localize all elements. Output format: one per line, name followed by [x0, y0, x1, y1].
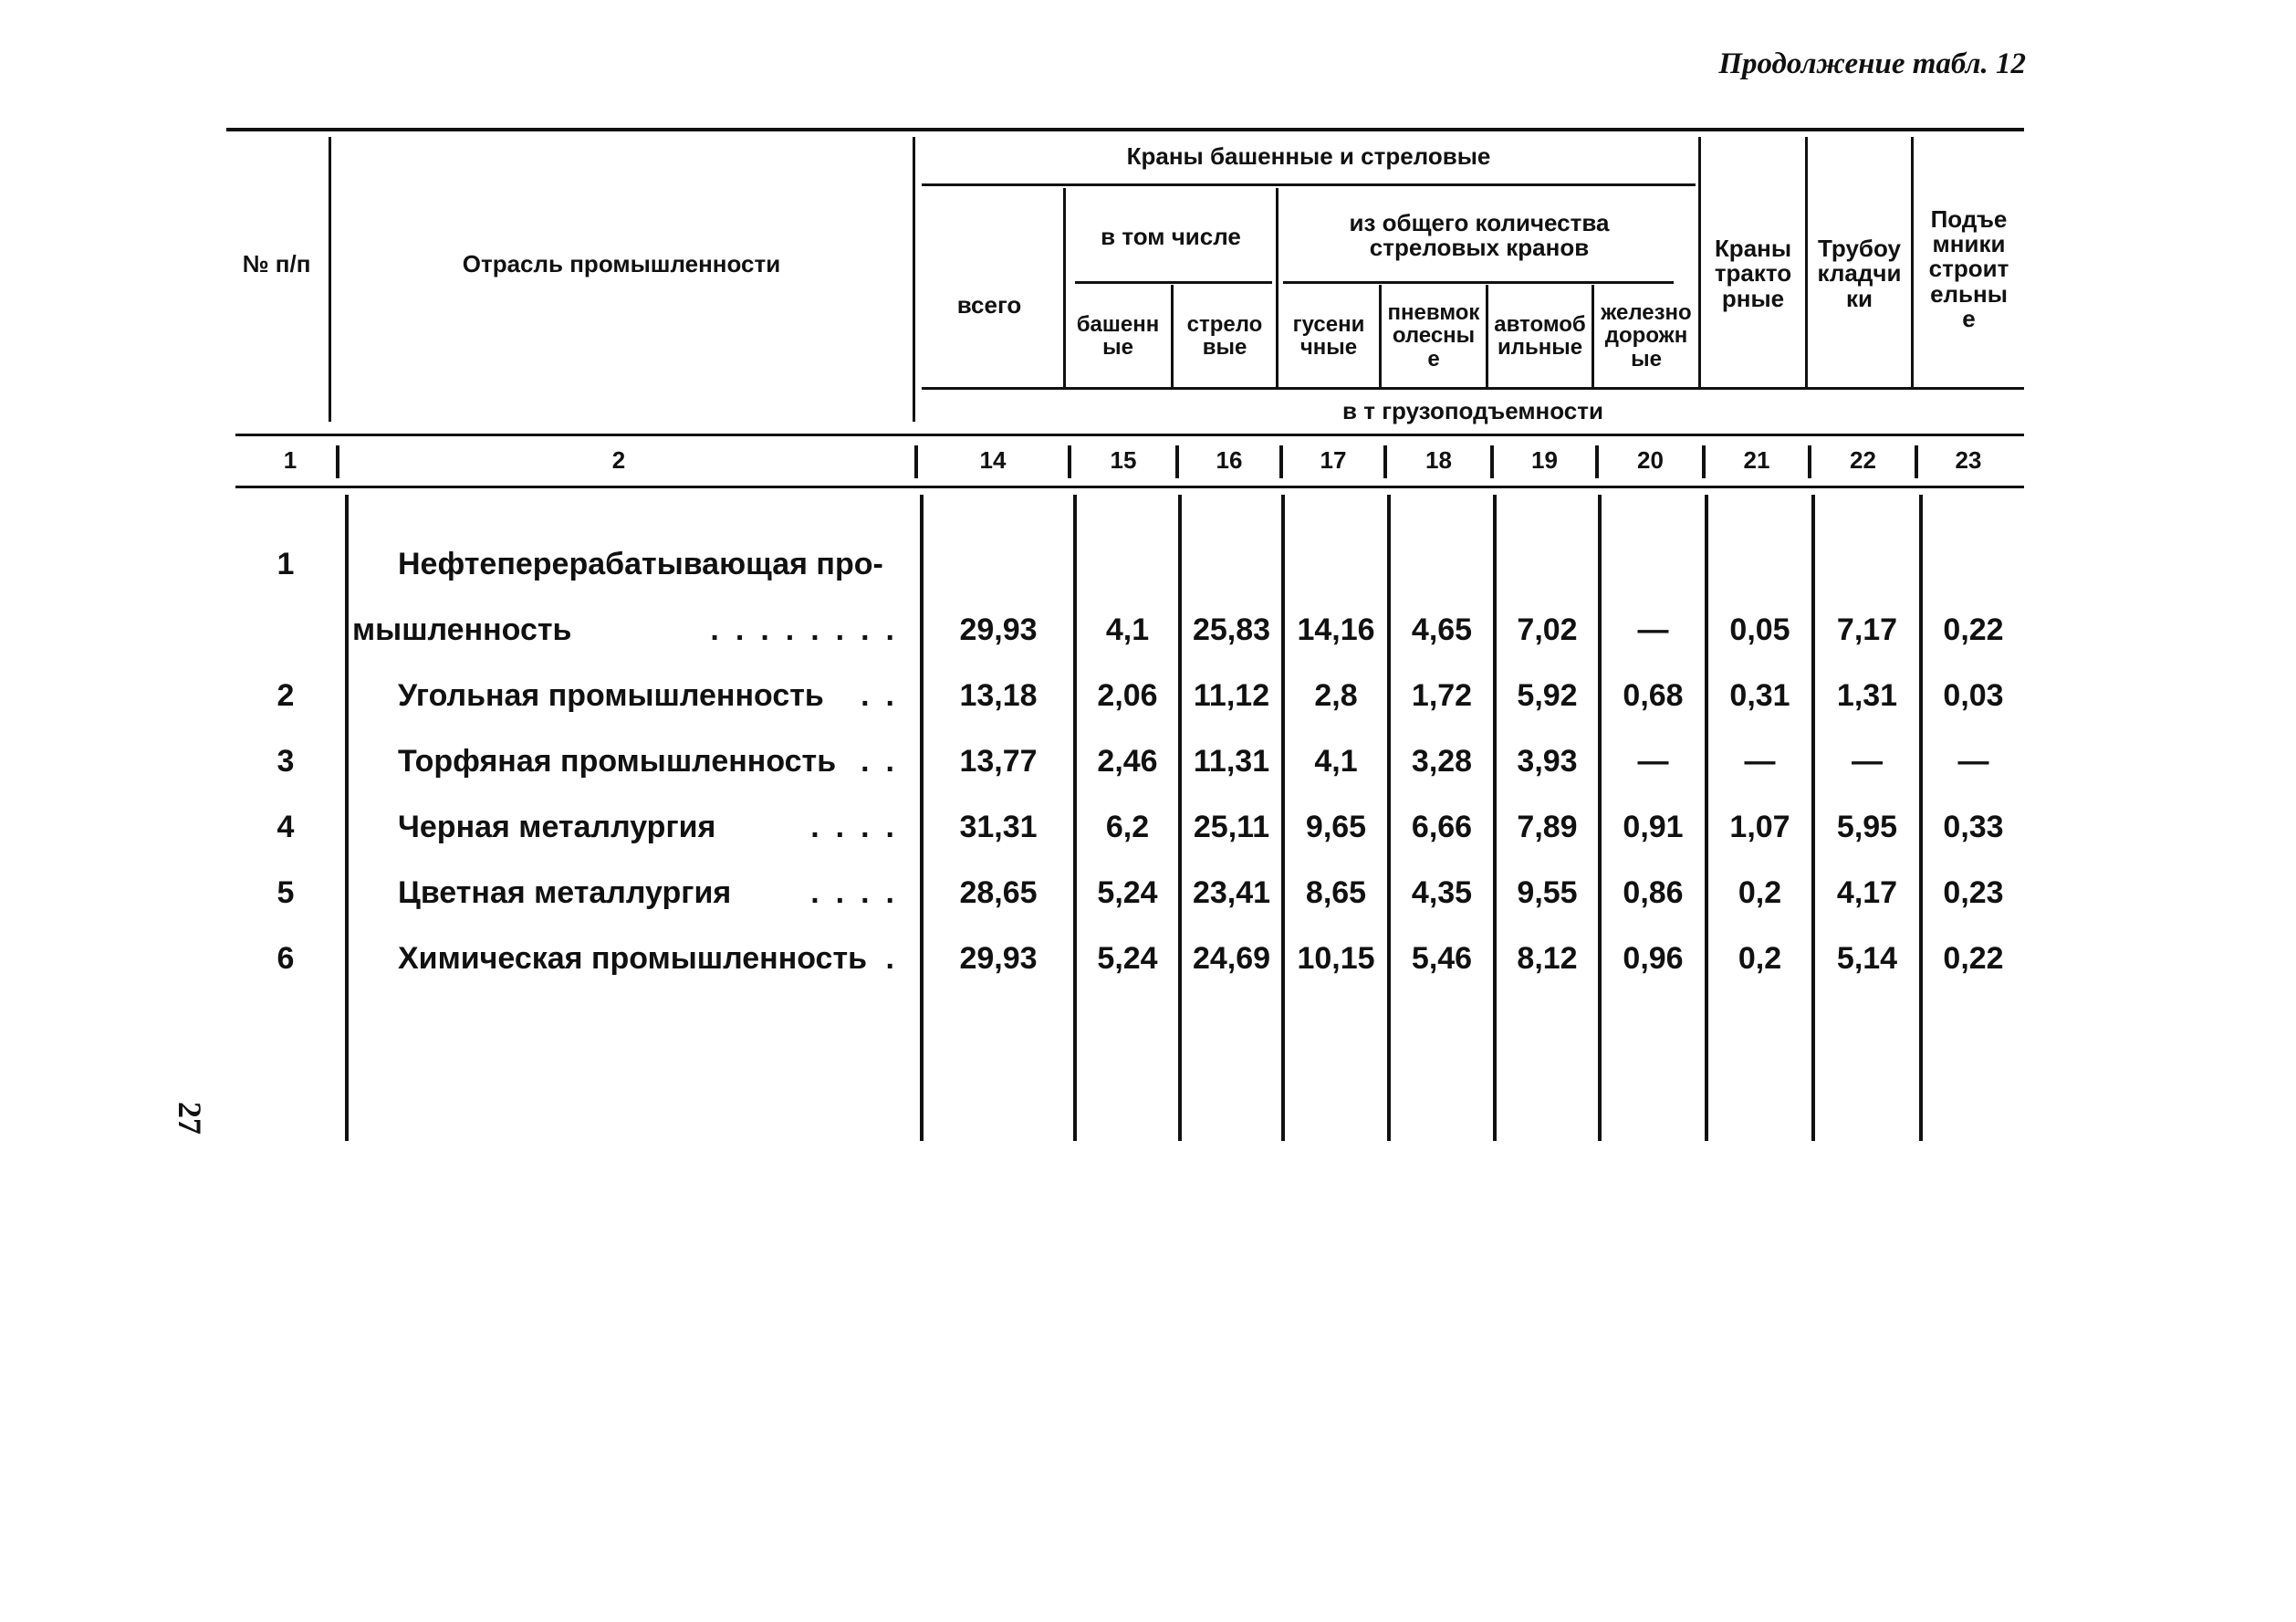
colnum-23: 23 [1955, 446, 1982, 475]
table-cell: 4,17 [1836, 874, 1898, 910]
row-name: мышленность [352, 612, 572, 647]
table-cell: 9,65 [1305, 809, 1367, 844]
subgroup-rule-left [1075, 281, 1272, 284]
table-cell: 24,69 [1192, 940, 1271, 976]
table-top-rule [226, 128, 2024, 131]
header-crawler: гусеничные [1292, 311, 1365, 360]
header-pipelayers: Трубоукладчики [1817, 235, 1902, 312]
header-rail: железнодорожные [1601, 300, 1692, 371]
table-cell: 25,11 [1193, 809, 1270, 844]
row-number: 2 [277, 677, 295, 713]
header-branch: Отрасль промышленности [462, 250, 781, 278]
row-name-line1: Нефтеперерабатывающая про- [398, 546, 883, 581]
vline-a [329, 137, 331, 422]
num-vline-1 [336, 445, 339, 478]
table-cell: 10,15 [1297, 940, 1375, 976]
row-name-leader: .. [861, 677, 911, 713]
header-auto: автомобильные [1494, 311, 1586, 360]
table-cell: 14,16 [1297, 612, 1375, 647]
colnum-15: 15 [1110, 446, 1137, 475]
table-cell: 1,31 [1836, 677, 1898, 713]
table-cell: 0,22 [1943, 612, 2004, 647]
table-cell: 2,06 [1097, 677, 1158, 713]
table-cell: 31,31 [959, 809, 1038, 844]
table-cell: 2,46 [1097, 743, 1158, 779]
table-continuation-title: Продолжение табл. 12 [1718, 47, 2026, 80]
table-cell: — [1852, 743, 1883, 779]
table-cell: 29,93 [959, 940, 1038, 976]
colnum-2: 2 [611, 446, 626, 475]
table-cell: 29,93 [959, 612, 1038, 647]
table-cell: 6,2 [1105, 809, 1150, 844]
table-cell: 0,23 [1943, 874, 2004, 910]
header-hoists: Подъемники строительные [1928, 204, 2009, 332]
row-name-leader: . [885, 940, 911, 976]
data-table [226, 128, 2042, 1150]
row-number: 5 [277, 874, 295, 910]
colnum-21: 21 [1743, 446, 1770, 475]
header-including: в том числе [1101, 223, 1241, 251]
body-vline-1 [345, 495, 349, 1141]
row-name: Торфяная промышленность [398, 743, 837, 779]
row-name: Цветная металлургия [398, 874, 732, 910]
colnum-bottom-rule [235, 486, 2024, 488]
table-cell: 5,24 [1097, 874, 1158, 910]
table-cell: — [1744, 743, 1776, 779]
header-units: в т грузоподъемности [1342, 397, 1603, 425]
row-number: 4 [277, 809, 295, 844]
table-cell: 5,24 [1097, 940, 1158, 976]
table-cell: — [1637, 743, 1669, 779]
table-cell: 6,66 [1411, 809, 1473, 844]
table-cell: 0,91 [1623, 809, 1684, 844]
table-cell: 0,2 [1738, 940, 1782, 976]
table-cell: — [1637, 612, 1669, 647]
table-cell: 9,55 [1517, 874, 1578, 910]
row-name-leader: .. [861, 743, 911, 779]
header-tractor: Краны тракторные [1714, 235, 1792, 312]
colnum-22: 22 [1850, 446, 1876, 475]
header-tower: башенные [1076, 311, 1160, 360]
table-cell: 0,96 [1623, 940, 1684, 976]
header-boom: стреловые [1186, 311, 1263, 360]
colnum-17: 17 [1320, 446, 1347, 475]
header-total: всего [956, 291, 1022, 319]
colnum-14: 14 [979, 446, 1007, 475]
table-cell: 3,28 [1411, 743, 1473, 779]
table-cell: 1,07 [1729, 809, 1790, 844]
row-number: 1 [277, 546, 295, 581]
cranes-group-rule [922, 183, 1696, 186]
colnum-16: 16 [1216, 446, 1243, 475]
table-cell: 0,68 [1623, 677, 1684, 713]
table-cell: 5,46 [1411, 940, 1473, 976]
table-cell: 4,65 [1411, 612, 1473, 647]
table-cell: 25,83 [1192, 612, 1271, 647]
table-cell: 3,93 [1517, 743, 1578, 779]
table-cell: 2,8 [1314, 677, 1358, 713]
header-of-boom-total: из общего количества стреловых кранов [1349, 208, 1610, 261]
table-cell: 4,35 [1411, 874, 1473, 910]
row-number: 3 [277, 743, 295, 779]
colnum-19: 19 [1531, 446, 1558, 475]
table-cell: 5,92 [1517, 677, 1578, 713]
row-name-leader: ........ [710, 612, 911, 647]
row-name: Черная металлургия [398, 809, 716, 844]
table-cell: 8,12 [1517, 940, 1578, 976]
table-cell: 5,14 [1836, 940, 1898, 976]
table-cell: 11,31 [1193, 743, 1270, 779]
table-cell: 5,95 [1836, 809, 1898, 844]
units-rule [922, 387, 2024, 390]
page-number: 27 [172, 1102, 208, 1135]
table-cell: 0,03 [1943, 677, 2004, 713]
table-cell: 13,18 [959, 677, 1038, 713]
colnum-1: 1 [283, 446, 297, 475]
table-cell: 0,31 [1729, 677, 1790, 713]
header-cranes-group: Краны башенные и стреловые [1126, 142, 1491, 171]
row-name: Химическая промышленность [398, 940, 868, 976]
colnum-18: 18 [1425, 446, 1452, 475]
table-cell: 4,1 [1314, 743, 1358, 779]
table-cell: 0,2 [1738, 874, 1782, 910]
table-cell: 7,89 [1517, 809, 1578, 844]
table-cell: 0,05 [1729, 612, 1790, 647]
row-name-leader: .... [810, 809, 911, 844]
header-num: № п/п [242, 250, 311, 278]
table-cell: 7,02 [1517, 612, 1578, 647]
table-cell: 1,72 [1411, 677, 1473, 713]
table-cell: 0,33 [1943, 809, 2004, 844]
table-cell: 0,86 [1623, 874, 1684, 910]
table-cell: 4,1 [1105, 612, 1150, 647]
subgroup-rule-right [1283, 281, 1674, 284]
table-cell: 8,65 [1305, 874, 1367, 910]
table-cell: 7,17 [1836, 612, 1898, 647]
colnum-20: 20 [1637, 446, 1664, 475]
table-cell: — [1957, 743, 1989, 779]
table-cell: 0,22 [1943, 940, 2004, 976]
vline-b [913, 137, 915, 422]
header-bottom-rule [235, 434, 2024, 436]
table-cell: 13,77 [959, 743, 1038, 779]
table-cell: 23,41 [1192, 874, 1271, 910]
table-cell: 11,12 [1193, 677, 1270, 713]
row-name-leader: .... [810, 874, 911, 910]
table-cell: 28,65 [959, 874, 1038, 910]
row-number: 6 [277, 940, 295, 976]
row-name: Угольная промышленность [398, 677, 824, 713]
header-pneumatic: пневмоколесные [1387, 300, 1480, 371]
